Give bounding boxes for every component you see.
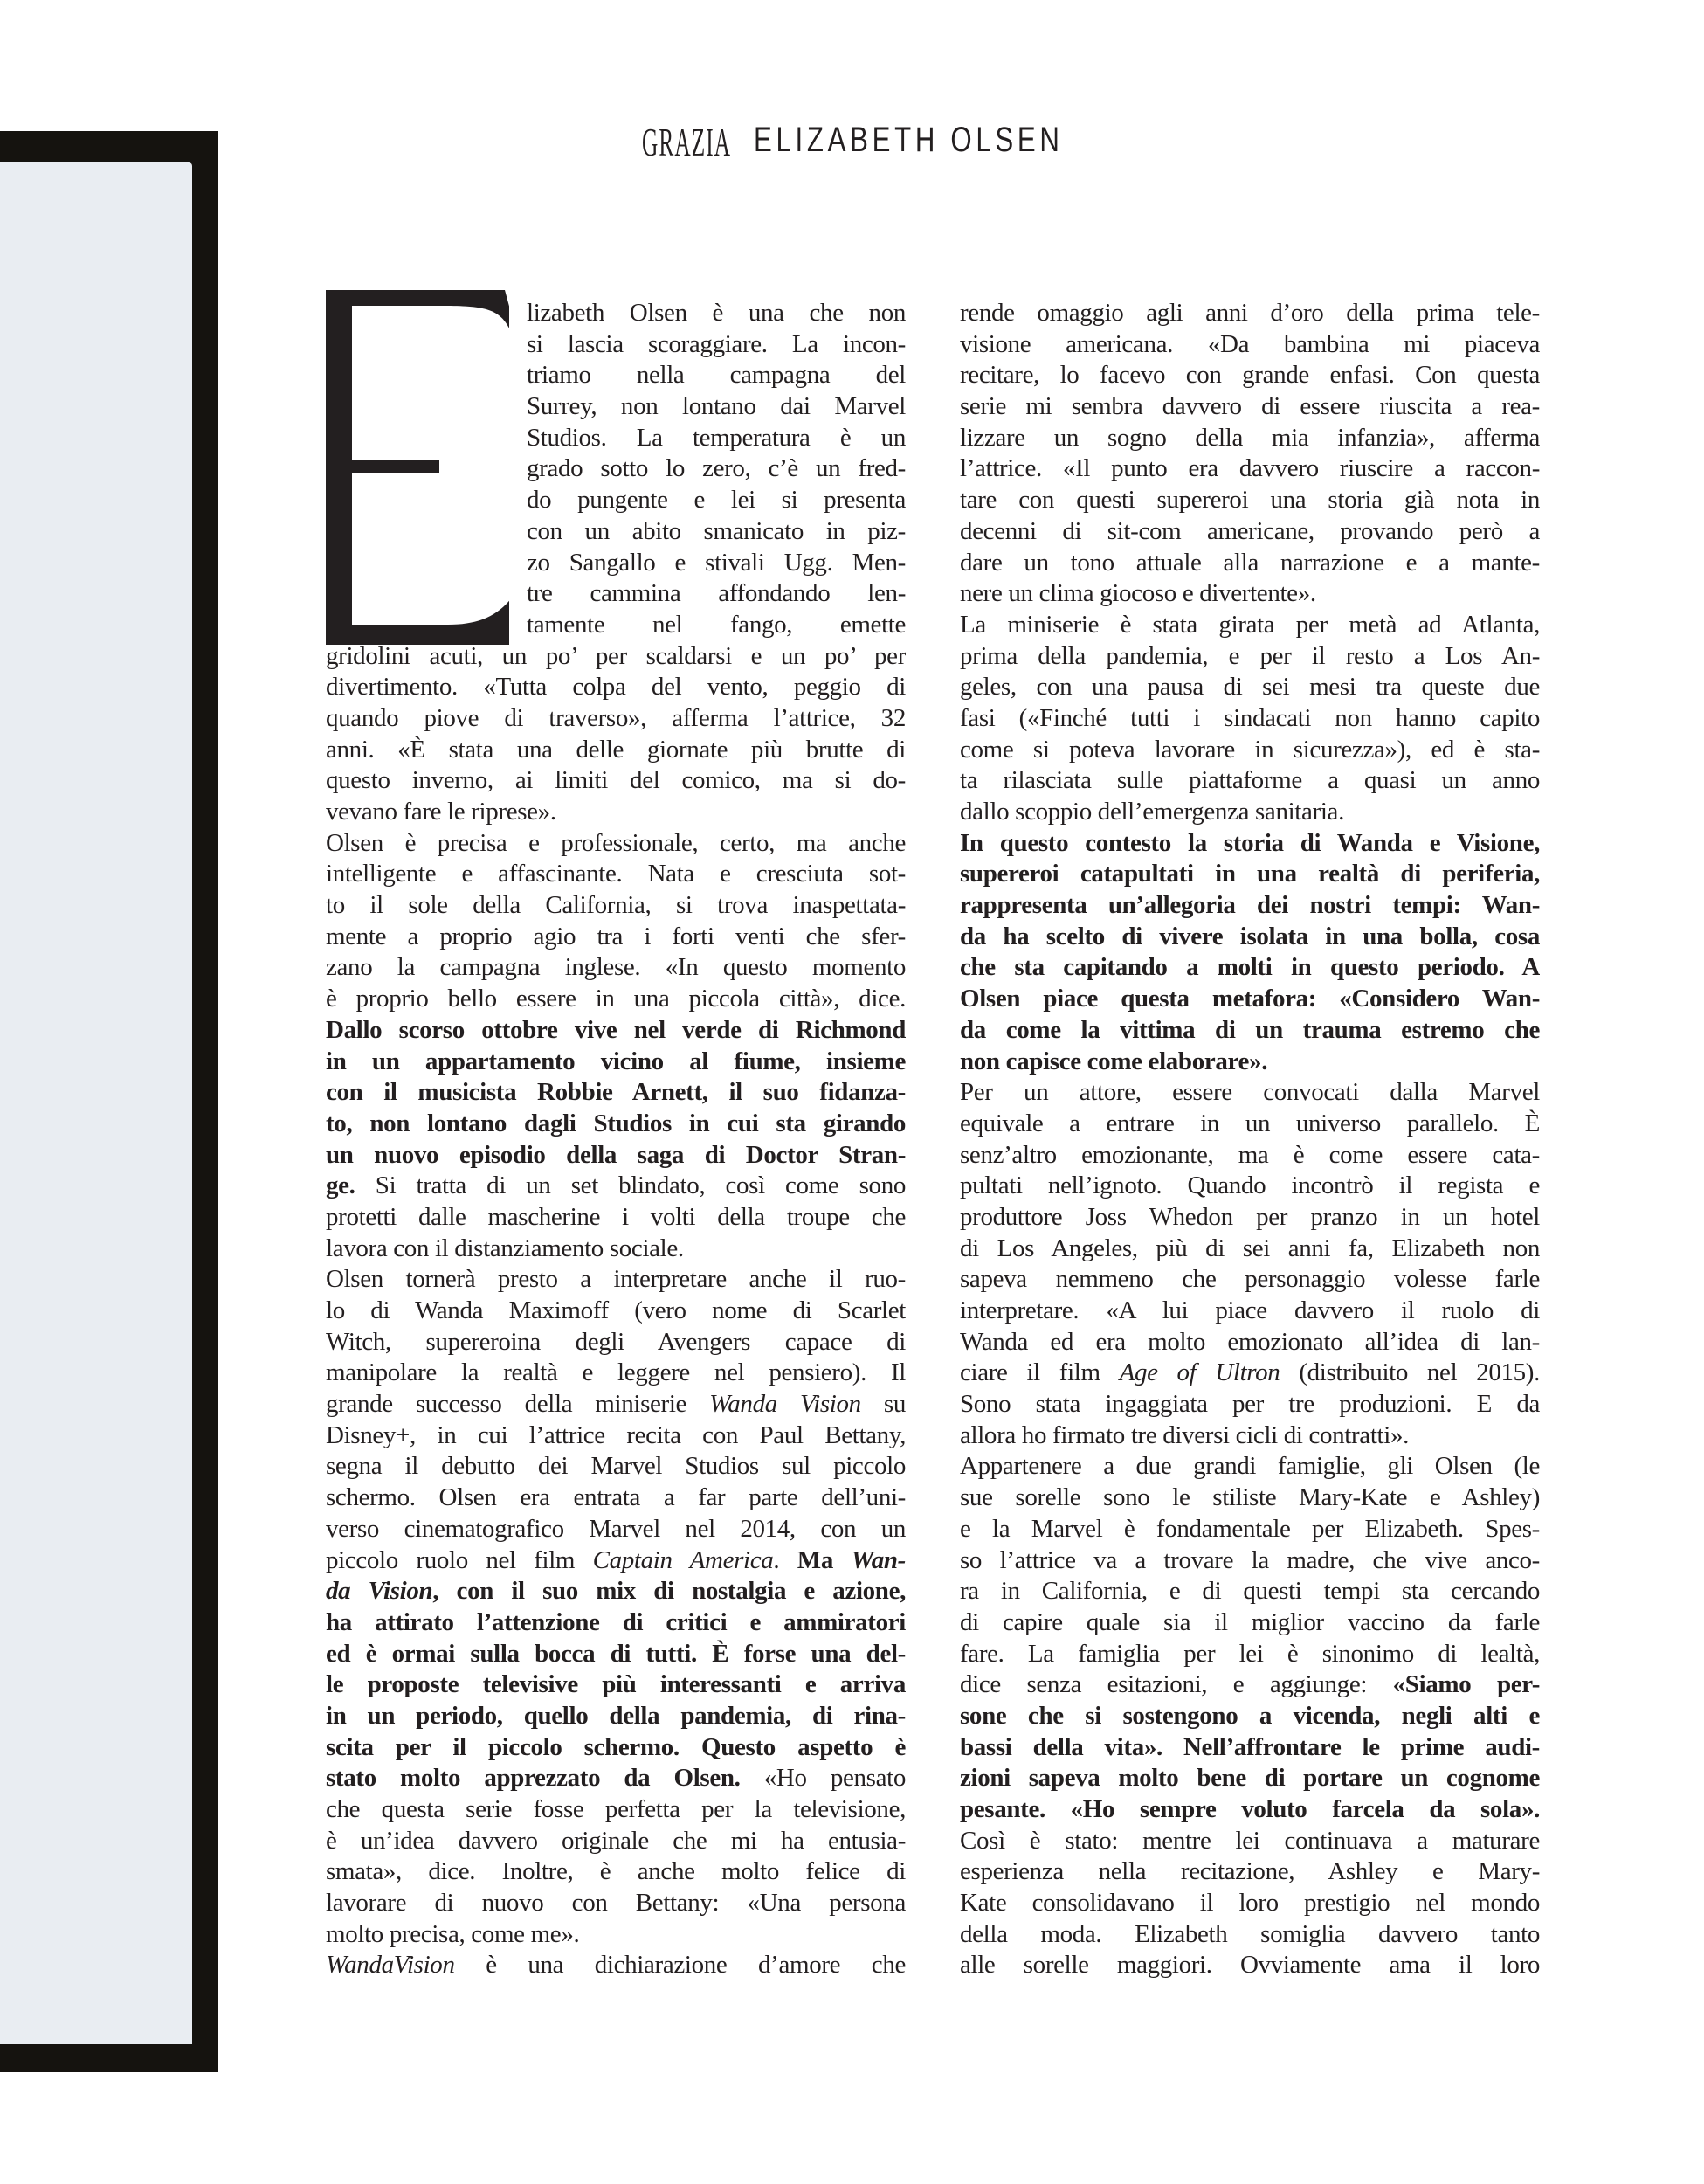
text-run: alle sorelle maggiori. Ovviamente ama il loro <box>960 1951 1540 1980</box>
text-run: , con il suo mix di nostalgia e azione, <box>432 1577 906 1606</box>
text-run: geles, con una pausa di sei mesi tra queste due <box>960 673 1540 702</box>
text-run: Ma <box>797 1545 852 1574</box>
text-run: sue sorelle sono le stiliste Mary-Kate e Ashley) <box>960 1483 1540 1512</box>
text-line <box>326 765 906 797</box>
text-line <box>960 1794 1540 1826</box>
text-line <box>326 984 906 1015</box>
text-line <box>326 1919 906 1951</box>
text-line <box>527 423 906 454</box>
photo <box>0 162 192 2044</box>
text-run: . <box>773 1545 797 1574</box>
text-run: supereroi catapultati in una realtà di periferia, <box>960 860 1540 888</box>
text-line <box>326 1234 906 1265</box>
text-line <box>960 548 1540 579</box>
text-run: con il musicista Robbie Arnett, il suo fidanza- <box>326 1078 906 1107</box>
text-line <box>960 1264 1540 1296</box>
text-run: fasi («Finché tutti i sindacati non hanno capito <box>960 703 1540 732</box>
text-line <box>326 672 906 703</box>
text-line <box>960 1856 1540 1888</box>
text-run: recitare, lo facevo con grande enfasi. Con questa <box>960 361 1540 390</box>
text-line <box>960 1763 1540 1794</box>
text-run: con un abito smanicato in piz- <box>527 516 906 545</box>
text-line <box>326 1171 906 1202</box>
text-run: segna il debutto dei Marvel Studios sul piccolo <box>326 1452 906 1481</box>
text-line <box>960 1358 1540 1389</box>
text-line <box>960 672 1540 703</box>
text-run: in un appartamento vicino al fiume, insieme <box>326 1047 906 1075</box>
section-title: ELIZABETH OLSEN <box>754 121 1064 159</box>
text-run: tamente nel fango, emette <box>527 610 906 639</box>
text-line <box>960 1888 1540 1919</box>
text-run: nere un clima giocoso e divertente». <box>960 579 1316 608</box>
text-run: quando piove di traverso», afferma l’attrice, 32 <box>326 703 906 732</box>
text-line <box>960 1109 1540 1140</box>
text-run: produttore Joss Whedon per pranzo in un hotel <box>960 1202 1540 1231</box>
text-line <box>326 859 906 890</box>
text-run: ha attirato l’attenzione di critici e ammiratori <box>326 1607 906 1636</box>
text-run: questo inverno, ai limiti del comico, ma si do- <box>326 766 906 795</box>
text-run: Appartenere a due grandi famiglie, gli Olsen (le <box>960 1452 1540 1481</box>
text-run: da Vision <box>326 1577 433 1606</box>
text-run: Disney+, in cui l’attrice recita con Paul Bettany, <box>326 1420 906 1449</box>
text-line <box>960 1669 1540 1701</box>
text-line <box>960 1047 1540 1078</box>
text-run: Dallo scorso ottobre vive nel verde di Richmond <box>326 1015 906 1044</box>
text-line <box>960 1140 1540 1171</box>
text-line <box>960 391 1540 423</box>
text-run: ra in California, e di questi tempi sta cercando <box>960 1577 1540 1606</box>
text-line <box>960 1234 1540 1265</box>
text-run: protetti dalle mascherine i volti della troupe che <box>326 1202 906 1231</box>
text-run: ciare il film <box>960 1358 1120 1387</box>
text-run: in un periodo, quello della pandemia, di rina- <box>326 1701 906 1730</box>
text-line <box>326 1482 906 1514</box>
text-run: lizzare un sogno della mia infanzia», afferma <box>960 423 1540 452</box>
text-run: le proposte televisive più interessanti e arriva <box>326 1670 906 1699</box>
text-line <box>960 1701 1540 1732</box>
text-line <box>960 610 1540 641</box>
text-line <box>326 1047 906 1078</box>
text-line <box>326 1264 906 1296</box>
text-run: WandaVision <box>326 1951 455 1980</box>
text-line <box>326 703 906 735</box>
text-line <box>960 1202 1540 1234</box>
text-run: verso cinematografico Marvel nel 2014, con un <box>326 1514 906 1543</box>
text-line <box>326 1358 906 1389</box>
text-run: da come la vittima di un trauma estremo che <box>960 1015 1540 1044</box>
text-line <box>960 1826 1540 1857</box>
text-line <box>960 797 1540 828</box>
text-line <box>960 423 1540 454</box>
text-run: grande successo della miniserie <box>326 1390 710 1419</box>
text-run: scita per il piccolo schermo. Questo aspetto è <box>326 1732 906 1761</box>
text-line <box>326 641 906 673</box>
text-line <box>960 485 1540 516</box>
text-line <box>960 952 1540 984</box>
text-line <box>527 578 906 610</box>
text-run: dare un tono attuale alla narrazione e a mante- <box>960 548 1540 577</box>
text-run: intelligente e affascinante. Nata e cresciuta sot- <box>326 860 906 888</box>
text-line <box>326 1015 906 1047</box>
text-run: tre cammina affondando len- <box>527 579 906 608</box>
text-line <box>527 391 906 423</box>
text-line <box>527 298 906 329</box>
text-run: mente a proprio agio tra i forti venti che sfer- <box>326 922 906 950</box>
text-line <box>960 1919 1540 1951</box>
text-run: Olsen piace questa metafora: «Considero Wan- <box>960 985 1540 1013</box>
text-run: Sono stata ingaggiata per tre produzioni. E da <box>960 1390 1540 1419</box>
text-run: gridolini acuti, un po’ per scaldarsi e un po’ per <box>326 641 906 670</box>
text-run: zioni sapeva molto bene di portare un cognome <box>960 1764 1540 1793</box>
text-line <box>326 1514 906 1545</box>
text-run: so l’attrice va a trovare la madre, che vive anco- <box>960 1545 1540 1574</box>
text-line <box>326 1794 906 1826</box>
text-line <box>527 485 906 516</box>
text-line <box>326 1545 906 1577</box>
article-column-right <box>960 298 1540 1981</box>
text-line <box>960 922 1540 953</box>
text-run: dice senza esitazioni, e aggiunge: <box>960 1670 1393 1699</box>
text-line <box>960 329 1540 361</box>
text-line <box>960 1327 1540 1358</box>
text-run: grado sotto lo zero, c’è un fred- <box>527 454 906 483</box>
text-run: smata», dice. Inoltre, è anche molto felice di <box>326 1857 906 1886</box>
text-run: serie mi sembra davvero di essere riuscita a rea- <box>960 392 1540 421</box>
text-run: Wanda Vision <box>709 1390 861 1419</box>
text-run: manipolare la realtà e leggere nel pensiero). Il <box>326 1358 906 1387</box>
text-line <box>960 1015 1540 1047</box>
text-line <box>527 610 906 641</box>
text-run: Surrey, non lontano dai Marvel <box>527 392 906 421</box>
text-run: ta rilasciata sulle piattaforme a quasi un anno <box>960 766 1540 795</box>
text-run: «Siamo per- <box>1392 1670 1540 1699</box>
text-line <box>527 516 906 548</box>
text-run: lizabeth Olsen è una che non <box>527 299 906 327</box>
text-line <box>960 298 1540 329</box>
magazine-logo: GRAZIA <box>642 120 732 164</box>
text-line <box>326 1327 906 1358</box>
text-line <box>326 1607 906 1639</box>
text-line <box>960 641 1540 673</box>
text-line <box>960 1482 1540 1514</box>
text-line <box>960 1077 1540 1109</box>
text-line <box>960 828 1540 860</box>
text-line <box>960 360 1540 391</box>
text-line <box>326 1732 906 1764</box>
text-line <box>326 1202 906 1234</box>
text-line <box>326 1576 906 1607</box>
text-line <box>960 1607 1540 1639</box>
text-line <box>326 1763 906 1794</box>
text-line <box>960 1171 1540 1202</box>
text-run: visione americana. «Da bambina mi piaceva <box>960 329 1540 358</box>
text-run: Witch, supereroina degli Avengers capace di <box>326 1327 906 1356</box>
text-run: rende omaggio agli anni d’oro della prima tele- <box>960 299 1540 327</box>
text-line <box>527 453 906 485</box>
photo-frame <box>0 131 218 2072</box>
text-line <box>960 1451 1540 1482</box>
text-run: In questo contesto la storia di Wanda e Visione, <box>960 828 1540 857</box>
text-run: un nuovo episodio della saga di Doctor Stran- <box>326 1140 906 1169</box>
text-line <box>326 797 906 828</box>
text-line <box>326 1669 906 1701</box>
text-run: schermo. Olsen era entrata a far parte dell’uni- <box>326 1483 906 1512</box>
text-run: non capisce come elaborare». <box>960 1047 1268 1075</box>
text-run: do pungente e lei si presenta <box>527 486 906 515</box>
page-header <box>642 119 1166 162</box>
article-column-left <box>326 298 906 1981</box>
text-line <box>960 1576 1540 1607</box>
text-line <box>326 952 906 984</box>
text-line <box>326 890 906 922</box>
text-line <box>326 828 906 860</box>
text-line <box>326 1451 906 1482</box>
text-line <box>326 1420 906 1452</box>
text-run: di capire quale sia il miglior vaccino da farle <box>960 1607 1540 1636</box>
text-run: to, non lontano dagli Studios in cui sta girando <box>326 1109 906 1137</box>
text-line <box>960 1950 1540 1981</box>
text-run: triamo nella campagna del <box>527 361 906 390</box>
text-run: lavorare di nuovo con Bettany: «Una persona <box>326 1889 906 1918</box>
text-line <box>960 1514 1540 1545</box>
text-line <box>960 578 1540 610</box>
text-run: Si tratta di un set blindato, così come sono <box>355 1171 906 1200</box>
text-run: che sta capitando a molti in questo periodo. A <box>960 953 1540 982</box>
text-run: tare con questi supereroi una storia già nota in <box>960 486 1540 515</box>
text-run: Così è stato: mentre lei continuava a maturare <box>960 1826 1540 1855</box>
text-run: Kate consolidavano il loro prestigio nel mondo <box>960 1889 1540 1918</box>
text-run: da ha scelto di vivere isolata in una bolla, cosa <box>960 922 1540 950</box>
text-run: esperienza nella recitazione, Ashley e Mary- <box>960 1857 1540 1886</box>
text-run: anni. «È stata una delle giornate più brutte di <box>326 735 906 764</box>
text-run: ge. <box>326 1171 355 1200</box>
text-run: decenni di sit-com americane, provando però a <box>960 516 1540 545</box>
text-run: si lascia scoraggiare. La incon- <box>527 329 906 358</box>
text-run: come si poteva lavorare in sicurezza»), ed è sta- <box>960 735 1540 764</box>
text-line <box>326 1389 906 1420</box>
text-run: l’attrice. «Il punto era davvero riuscire a raccon- <box>960 454 1540 483</box>
text-run: Per un attore, essere convocati dalla Marvel <box>960 1078 1540 1107</box>
text-run: zo Sangallo e stivali Ugg. Men- <box>527 548 906 577</box>
text-run: lavora con il distanziamento sociale. <box>326 1234 684 1262</box>
text-run: bassi della vita». Nell’affrontare le prime audi- <box>960 1732 1540 1761</box>
text-run: vevano fare le riprese». <box>326 798 556 826</box>
text-line <box>326 1109 906 1140</box>
text-run: divertimento. «Tutta colpa del vento, peggio di <box>326 673 906 702</box>
text-run: ed è ormai sulla bocca di tutti. È forse una del- <box>326 1639 906 1668</box>
text-run: Wan- <box>851 1545 906 1574</box>
text-line <box>960 453 1540 485</box>
text-line <box>326 735 906 766</box>
text-run: senz’altro emozionante, ma è come essere cata- <box>960 1140 1540 1169</box>
text-line <box>326 1856 906 1888</box>
text-run: interpretare. «A lui piace davvero il ruolo di <box>960 1296 1540 1324</box>
text-run: lo di Wanda Maximoff (vero nome di Scarlet <box>326 1296 906 1324</box>
text-line <box>960 1420 1540 1452</box>
text-run: piccolo ruolo nel film <box>326 1545 593 1574</box>
text-run: su <box>860 1390 906 1419</box>
text-run: to il sole della California, si trova inaspettata- <box>326 891 906 920</box>
text-line <box>960 1389 1540 1420</box>
text-run: La miniserie è stata girata per metà ad Atlanta, <box>960 610 1540 639</box>
text-run: «Ho pensato <box>740 1764 906 1793</box>
text-run: Wanda ed era molto emozionato all’idea di lan- <box>960 1327 1540 1356</box>
text-run: fare. La famiglia per lei è sinonimo di lealtà, <box>960 1639 1540 1668</box>
text-line <box>527 329 906 361</box>
text-run: zano la campagna inglese. «In questo momento <box>326 953 906 982</box>
text-run: della moda. Elizabeth somiglia davvero tanto <box>960 1919 1540 1948</box>
text-run: di Los Angeles, più di sei anni fa, Elizabeth non <box>960 1234 1540 1262</box>
text-run: è un’idea davvero originale che mi ha entusia- <box>326 1826 906 1855</box>
text-line <box>527 360 906 391</box>
text-run: stato molto apprezzato da Olsen. <box>326 1764 741 1793</box>
text-line <box>960 859 1540 890</box>
text-run: Age of Ultron <box>1119 1358 1280 1387</box>
text-line <box>960 703 1540 735</box>
text-line <box>326 1140 906 1171</box>
text-line <box>960 1296 1540 1327</box>
text-run: è una dichiarazione d’amore che <box>454 1951 906 1980</box>
text-run: pultati nell’ignoto. Quando incontrò il regista e <box>960 1171 1540 1200</box>
text-line <box>326 922 906 953</box>
text-run: Studios. La temperatura è un <box>527 423 906 452</box>
text-run: prima della pandemia, e per il resto a Los An- <box>960 641 1540 670</box>
text-run: (distribuito nel 2015). <box>1280 1358 1540 1387</box>
text-line <box>326 1950 906 1981</box>
text-line <box>960 890 1540 922</box>
text-line <box>960 765 1540 797</box>
text-run: che questa serie fosse perfetta per la televisione, <box>326 1795 906 1823</box>
text-line <box>326 1826 906 1857</box>
text-line <box>960 516 1540 548</box>
text-run: è proprio bello essere in una piccola città», dice. <box>326 985 906 1013</box>
text-line <box>527 548 906 579</box>
text-run: Olsen è precisa e professionale, certo, ma anche <box>326 828 906 857</box>
text-line <box>326 1639 906 1670</box>
text-run: sapeva nemmeno che personaggio volesse farle <box>960 1265 1540 1294</box>
text-line <box>326 1701 906 1732</box>
text-line <box>326 1296 906 1327</box>
text-run: molto precisa, come me». <box>326 1919 580 1948</box>
text-run: rappresenta un’allegoria dei nostri tempi: Wan- <box>960 891 1540 920</box>
text-run: sone che si sostengono a vicenda, negli alti e <box>960 1701 1540 1730</box>
text-line <box>326 1888 906 1919</box>
text-line <box>960 1732 1540 1764</box>
text-line <box>326 1077 906 1109</box>
text-run: Olsen tornerà presto a interpretare anche il ruo- <box>326 1265 906 1294</box>
text-line <box>960 1639 1540 1670</box>
text-run: e la Marvel è fondamentale per Elizabeth. Spes- <box>960 1514 1540 1543</box>
text-run: pesante. «Ho sempre voluto farcela da sola». <box>960 1795 1540 1823</box>
text-run: dallo scoppio dell’emergenza sanitaria. <box>960 798 1344 826</box>
text-line <box>960 1545 1540 1577</box>
text-run: Captain America <box>592 1545 774 1574</box>
text-run: allora ho firmato tre diversi cicli di contratti». <box>960 1420 1409 1449</box>
text-line <box>960 984 1540 1015</box>
text-run: equivale a entrare in un universo parallelo. È <box>960 1109 1540 1137</box>
text-line <box>960 735 1540 766</box>
